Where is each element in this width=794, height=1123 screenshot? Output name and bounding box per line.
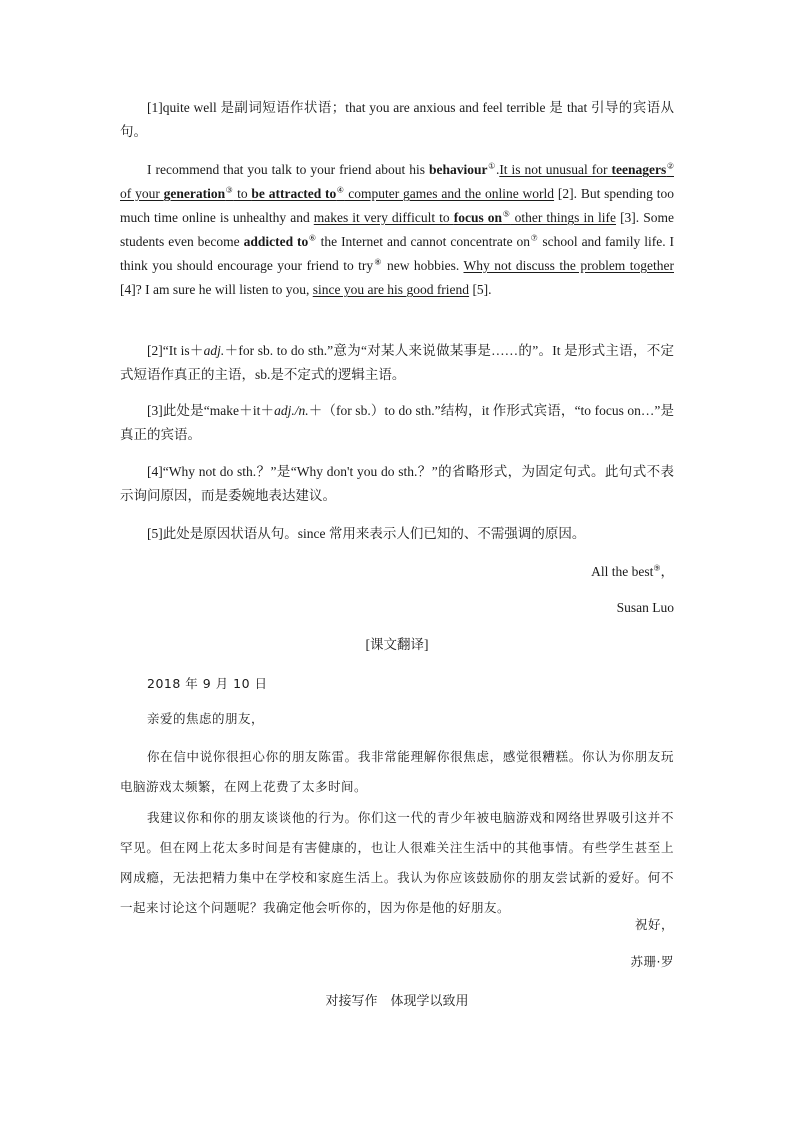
marker-2: ②	[666, 161, 674, 171]
letter-text-9: other things in life	[510, 210, 617, 225]
letter-text-5: to	[233, 186, 252, 201]
underlined-sentence-4: Why not discuss the problem together	[463, 258, 674, 273]
marker-1: ①	[487, 161, 496, 171]
underlined-sentence-3	[314, 210, 616, 225]
section-title: [课文翻译]	[365, 637, 429, 652]
marker-8: ⑧	[373, 257, 383, 267]
vocab-focus-on: focus on	[453, 210, 503, 225]
note-5: [5]此处是原因状语从句。since 常用来表示人们已知的、不需强调的原因。	[147, 526, 586, 541]
letter-text-2: .	[495, 162, 500, 177]
footer-heading: 对接写作 体现学以致用	[325, 994, 469, 1009]
letter-text-14: I am sure he will listen to you,	[141, 282, 313, 297]
closing-text: All the best	[591, 564, 654, 579]
ref-3: [3].	[616, 210, 640, 225]
letter-text-12: school and family life. I think you should encourage your friend to try	[120, 234, 675, 273]
note-1: [1]quite well 是副词短语作状语；that you are anxious and feel terrible 是 that 引导的宾语从句。	[120, 100, 674, 139]
underlined-sentence-5: since you are his good friend	[312, 282, 470, 297]
letter-text-13: new hobbies.	[382, 258, 464, 273]
marker-6: ⑥	[308, 233, 317, 243]
note-2-part-b: adj.	[203, 343, 225, 358]
marker-3: ③	[225, 185, 234, 195]
vocab-teenagers: teenagers	[611, 162, 667, 177]
vocab-generation: generation	[163, 186, 226, 201]
marker-5: ⑤	[502, 209, 511, 219]
note-2	[120, 339, 674, 387]
vocab-be-attracted-to: be attracted to	[251, 186, 337, 201]
marker-4: ④	[336, 185, 345, 195]
note-2-part-a: [2]“It is＋	[147, 343, 204, 358]
note-4: [4]“Why not do sth.？”是“Why don't you do sth.？”的省略形式，为固定句式。此句式不表示询问原因，而是委婉地表达建议。	[120, 464, 674, 503]
ref-2: [2].	[554, 186, 578, 201]
ref-4: [4]?	[120, 282, 142, 297]
letter-text-11: the Internet and cannot concentrate on	[316, 234, 531, 249]
note-3	[120, 399, 674, 447]
translation-date: 2018 年 9 月 10 日	[147, 676, 268, 691]
translation-closing: 祝好，	[634, 917, 674, 932]
letter-text-7: But spending too much time online is unhealthy and	[120, 186, 675, 225]
ref-5: [5].	[469, 282, 492, 297]
letter-text-1: I recommend that you talk to your friend about his	[147, 162, 430, 177]
note-2-part-c: ＋for sb. to do sth.”意为“对某人来说做某事是……的”。It 是形式主语，不定式短语作真正的主语，sb.是不定式的逻辑主语。	[120, 343, 674, 382]
translation-signature: 苏珊·罗	[630, 954, 674, 969]
closing-comma: ，	[660, 564, 674, 579]
vocab-behaviour: behaviour	[429, 162, 488, 177]
translation-paragraph-1: 你在信中说你很担心你的朋友陈雷。我非常能理解你很焦虑，感觉很糟糕。你认为你朋友玩电脑游戏太频繁，在网上花费了太多时间。	[120, 749, 674, 794]
letter-text-6: computer games and the online world	[344, 186, 555, 201]
translation-paragraph-2: 我建议你和你的朋友谈谈他的行为。你们这一代的青少年被电脑游戏和网络世界吸引这并不罕见。但在网上花太多时间是有害健康的，也让人很难关注生活中的其他事情。有些学生甚至上网成瘾，无法把精力集中在学校和家庭生活上。我认为你应该鼓励你的朋友尝试新的爱好。何不一起来讨论这个问题呢？我确定他会听你的，因为你是他的好朋友。	[120, 810, 674, 915]
marker-9: ⑨	[653, 563, 661, 573]
marker-7: ⑦	[530, 233, 539, 243]
note-3-part-b: adj./n.	[274, 403, 309, 418]
note-3-part-a: [3]此处是“make＋it＋	[147, 403, 275, 418]
letter-paragraph	[120, 158, 674, 302]
letter-signature: Susan Luo	[616, 600, 674, 615]
translation-greeting: 亲爱的焦虑的朋友，	[147, 711, 265, 726]
letter-text-3: It is not unusual for	[499, 162, 612, 177]
letter-closing	[591, 560, 674, 584]
letter-text-10: Some students even become	[120, 210, 674, 249]
vocab-addicted-to: addicted to	[243, 234, 309, 249]
note-3-part-c: ＋（for sb.）to do sth.”结构，it 作形式宾语，“to focus on…”是真正的宾语。	[120, 403, 674, 442]
letter-text-8: makes it very difficult to	[313, 210, 454, 225]
letter-text-4: of your	[120, 186, 164, 201]
